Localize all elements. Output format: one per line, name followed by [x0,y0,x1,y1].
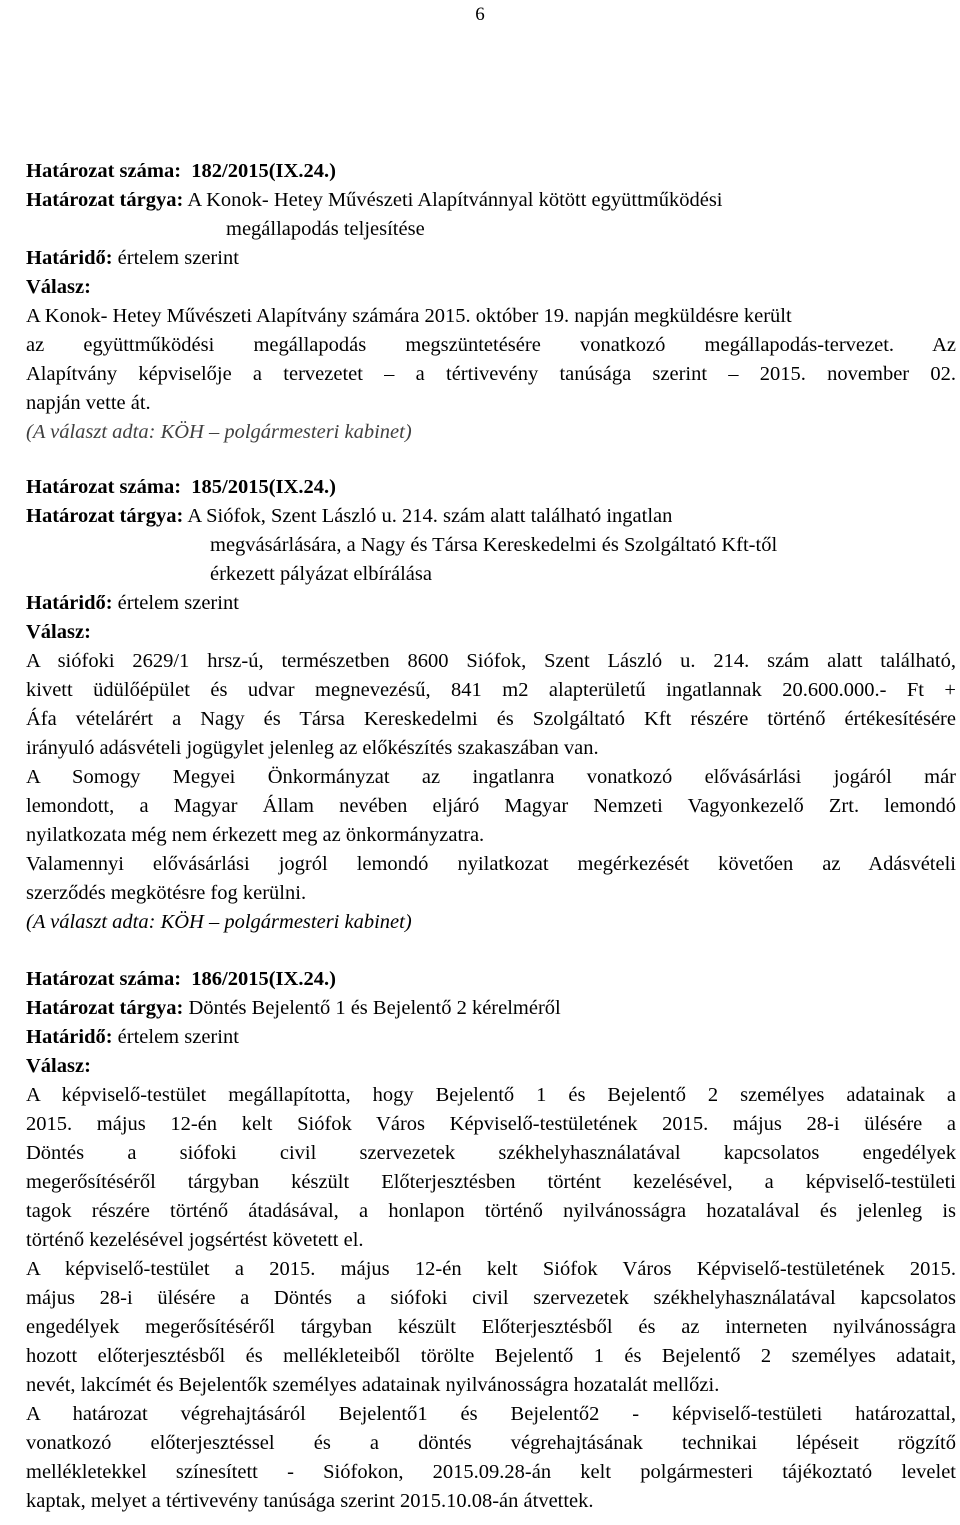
answer-line: A Konok- Hetey Művészeti Alapítvány számára 2015. október 19. napján megküldésre került [26,305,792,327]
subject-continuation: érkezett pályázat elbírálása [210,563,432,585]
resolution-number: 186/2015(IX.24.) [191,968,336,990]
number-label: Határozat száma: [26,160,182,182]
deadline-line [26,589,956,618]
deadline-line [26,244,956,273]
answer-line: kivett üdülőépület és udvar megnevezésű, 841 m2 alapterületű ingatlannak 20.600.000.- Ft + [26,679,956,701]
answer-line: tagok részére történő átadásával, a honlapon történő nyilvánosságra hozatalával és jelenleg is [26,1200,956,1222]
answer-line: mellékletekkel színesített - Siófokon, 2015.09.28-án kelt polgármesteri tájékoztató levelet [26,1461,956,1483]
deadline-label: Határidő: [26,1026,113,1048]
subject-label: Határozat tárgya: [26,997,184,1019]
answer-line: szerződés megkötésre fog kerülni. [26,882,307,904]
subject-label: Határozat tárgya: [26,505,184,527]
deadline-label: Határidő: [26,247,113,269]
answer-line: nyilatkozata még nem érkezett meg az önkormányzatra. [26,824,485,846]
subject-text: Döntés Bejelentő 1 és Bejelentő 2 kérelméről [188,997,561,1019]
resolution-block-185 [26,473,956,937]
deadline-text: értelem szerint [117,592,239,614]
answer-line: megerősítéséről tárgyban készült Előterjesztésben történt kezelésével, a képviselő-testületi [26,1171,956,1193]
answer-line: lemondott, a Magyar Állam nevében eljáró Magyar Nemzeti Vagyonkezelő Zrt. lemondó [26,795,956,817]
resolution-number-line [26,473,956,502]
subject-line [26,994,956,1023]
subject-label: Határozat tárgya: [26,189,184,211]
resolution-block-182 [26,157,956,447]
answer-line: A határozat végrehajtásáról Bejelentő1 és Bejelentő2 - képviselő-testületi határozattal, [26,1403,956,1425]
deadline-text: értelem szerint [117,247,239,269]
subject-text: A Siófok, Szent László u. 214. szám alatt található ingatlan [187,505,673,527]
spacer [26,447,956,473]
resolution-number: 182/2015(IX.24.) [191,160,336,182]
subject-line [26,186,956,215]
resolution-number: 185/2015(IX.24.) [191,476,336,498]
answer-attribution: (A választ adta: KÖH – polgármesteri kabinet) [26,911,412,933]
answer-label: Válasz: [26,621,91,643]
answer-line: Alapítvány képviselője a tervezetet – a tértivevény tanúsága szerint – 2015. november 02. [26,363,956,385]
answer-line: A képviselő-testület a 2015. május 12-én kelt Siófok Város Képviselő-testületének 2015. [26,1258,956,1280]
subject-continuation: megállapodás teljesítése [226,218,425,240]
subject-continuation: megvásárlására, a Nagy és Társa Kereskedelmi és Szolgáltató Kft-től [210,534,778,556]
deadline-line [26,1023,956,1052]
answer-line: irányuló adásvételi jogügylet jelenleg az előkészítés szakaszában van. [26,737,599,759]
spacer [26,937,956,965]
subject-text: A Konok- Hetey Művészeti Alapítvánnyal kötött együttműködési [187,189,723,211]
subject-line [26,502,956,531]
answer-line: május 28-i ülésére a Döntés a siófoki civil szervezetek székhelyhasználatával kapcsolatos [26,1287,956,1309]
page-number: 6 [475,4,485,25]
answer-attribution: (A választ adta: KÖH – polgármesteri kabinet) [26,421,412,443]
answer-line: Valamennyi elővásárlási jogról lemondó nyilatkozat megérkezését követően az Adásvételi [26,853,956,875]
number-label: Határozat száma: [26,476,182,498]
answer-line: napján vette át. [26,392,151,414]
answer-line: Áfa vételárért a Nagy és Társa Kereskedelmi és Szolgáltató Kft részére történő értékesítésére [26,708,956,730]
answer-line: engedélyek megerősítéséről tárgyban készült Előterjesztésből és az interneten nyilvánosságra [26,1316,956,1338]
answer-line: nevét, lakcímét és Bejelentők személyes adatainak nyilvánosságra hozatalát mellőzi. [26,1374,720,1396]
answer-line: történő kezelésével jogsértést követett el. [26,1229,364,1251]
deadline-label: Határidő: [26,592,113,614]
answer-line: 2015. május 12-én kelt Siófok Város Képviselő-testületének 2015. május 28-i ülésére a [26,1113,956,1135]
answer-line: kaptak, melyet a tértivevény tanúsága szerint 2015.10.08-án átvettek. [26,1490,594,1512]
answer-line: hozott előterjesztésből és mellékleteiből törölte Bejelentő 1 és Bejelentő 2 személyes adatait, [26,1345,956,1367]
answer-line: Döntés a siófoki civil szervezetek székhelyhasználatával kapcsolatos engedélyek [26,1142,956,1164]
answer-line: az együttműködési megállapodás megszüntetésére vonatkozó megállapodás-tervezet. Az [26,334,956,356]
number-label: Határozat száma: [26,968,182,990]
answer-label: Válasz: [26,1055,91,1077]
answer-label: Válasz: [26,276,91,298]
resolution-block-186 [26,965,956,1516]
answer-line: A siófoki 2629/1 hrsz-ú, természetben 8600 Siófok, Szent László u. 214. szám alatt található, [26,650,956,672]
answer-line: A Somogy Megyei Önkormányzat az ingatlanra vonatkozó elővásárlási jogáról már [26,766,956,788]
answer-line: A képviselő-testület megállapította, hogy Bejelentő 1 és Bejelentő 2 személyes adatainak a [26,1084,956,1106]
document-body [26,157,956,1516]
resolution-number-line [26,965,956,994]
resolution-number-line [26,157,956,186]
answer-line: vonatkozó előterjesztéssel és a döntés végrehajtásának technikai lépéseit rögzítő [26,1432,956,1454]
deadline-text: értelem szerint [117,1026,239,1048]
